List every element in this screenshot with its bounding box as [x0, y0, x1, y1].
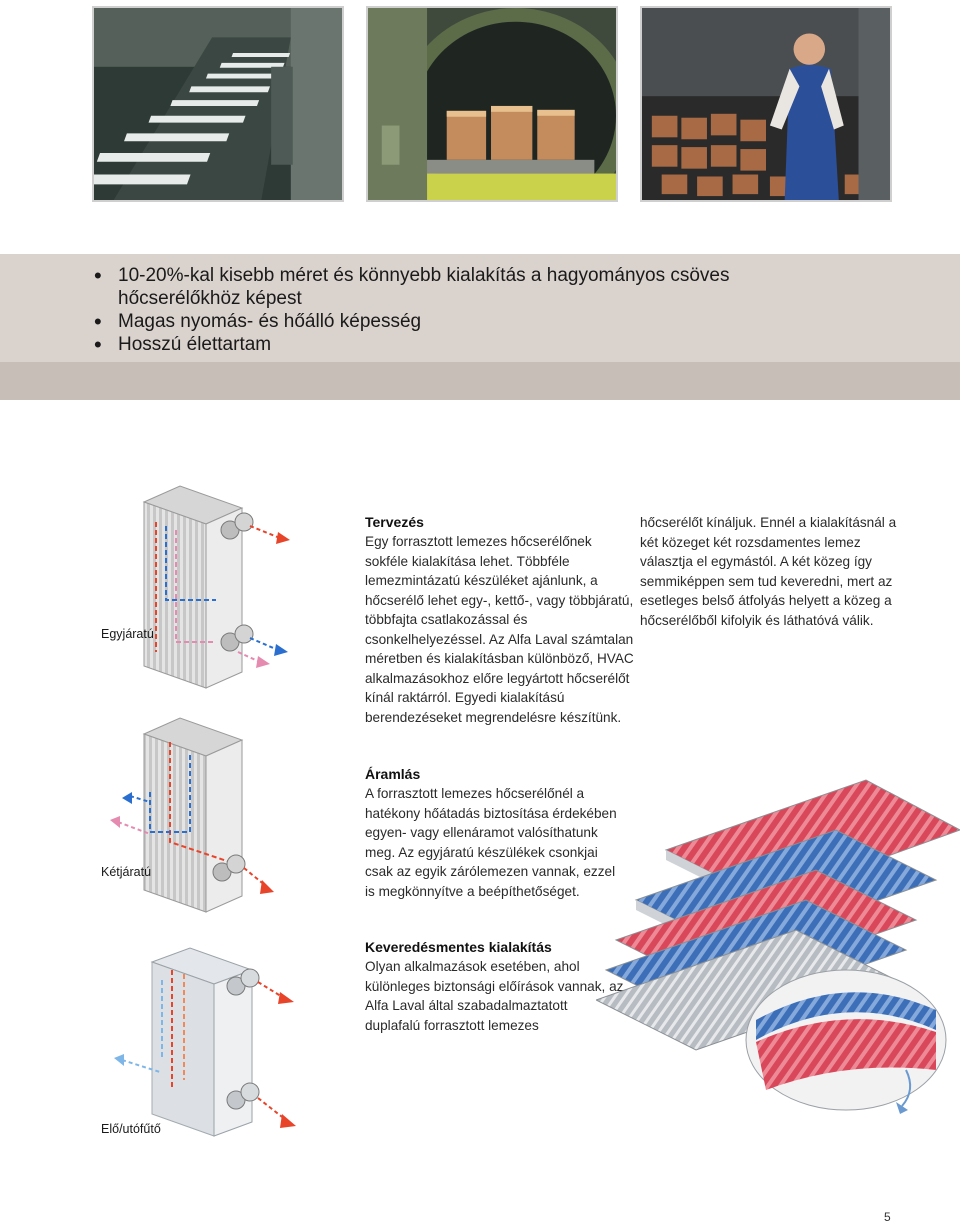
double-wall-plate-illustration: [596, 770, 960, 1120]
continuation-body: hőcserélőt kínáljuk. Ennél a kialakításnál a két közeget két rozsdamentes lemez választja el egymástól. A két közeg így semmiképpen sem tud keveredni, mert az esetleges belső átfolyás helyett a közeg a hőcserélőből kifolyik és láthatóvá válik.: [640, 515, 897, 628]
mixing-section: [365, 938, 625, 1035]
photo-conveyor: [92, 6, 344, 202]
flow-heading: Áramlás: [365, 766, 421, 782]
highlight-item: • Magas nyomás- és hőálló képesség: [94, 310, 854, 333]
design-section: [365, 513, 635, 727]
design-body: Egy forrasztott lemezes hőcserélőnek sokféle kialakítása lehet. Többféle lemezmintázatú készüléket ajánlunk, a hőcserélő lehet egy-, kettő-, vagy többjáratú, többfajta csatlakozással és csonkelhelyezéssel. Az Alfa Laval számtalan méretben és kialakításban különböző, HVAC alkalmazásokhoz előre legyártott hőcserélőt kínál raktárról. Egyedi kialakítású berendezéseket megrendelésre készítünk.: [365, 534, 634, 725]
photo-assembly-worker: [640, 6, 892, 202]
highlight-item: • Hosszú élettartam: [94, 333, 854, 356]
mixing-body: Olyan alkalmazások esetében, ahol különleges biztonsági előírások vannak, az Alfa Laval által szabadalmaztatott duplafalú forrasztott lemezes: [365, 959, 624, 1033]
design-heading: Tervezés: [365, 514, 424, 530]
photo-vacuum-furnace: [366, 6, 618, 202]
flow-section: [365, 765, 625, 901]
highlight-item: • 10-20%-kal kisebb méret és könnyebb kialakítás a hagyományos csöves hőcserélőkhöz képest: [94, 264, 854, 310]
continuation-section: [640, 513, 900, 630]
preheater-diagram: [112, 940, 302, 1140]
highlights-list: [94, 264, 854, 356]
page-number: 5: [884, 1210, 891, 1224]
single-pass-diagram: [120, 482, 300, 690]
highlight-band-lower: [0, 362, 960, 400]
single-pass-label: Egyjáratú: [101, 627, 154, 641]
two-pass-diagram: [110, 712, 280, 920]
two-pass-label: Kétjáratú: [101, 865, 152, 879]
mixing-heading: Keveredésmentes kialakítás: [365, 939, 552, 955]
preheater-label: Elő/utófűtő: [101, 1122, 161, 1136]
flow-body: A forrasztott lemezes hőcserélőnél a hatékony hőátadás biztosítása érdekében egyen- vagy ellenáramot valósíthatunk meg. Az egyjáratú készülékek csonkjai csak az egyik zárólemezen vannak, ezzel is megkönnyítve a beépíthetőséget.: [365, 786, 617, 899]
